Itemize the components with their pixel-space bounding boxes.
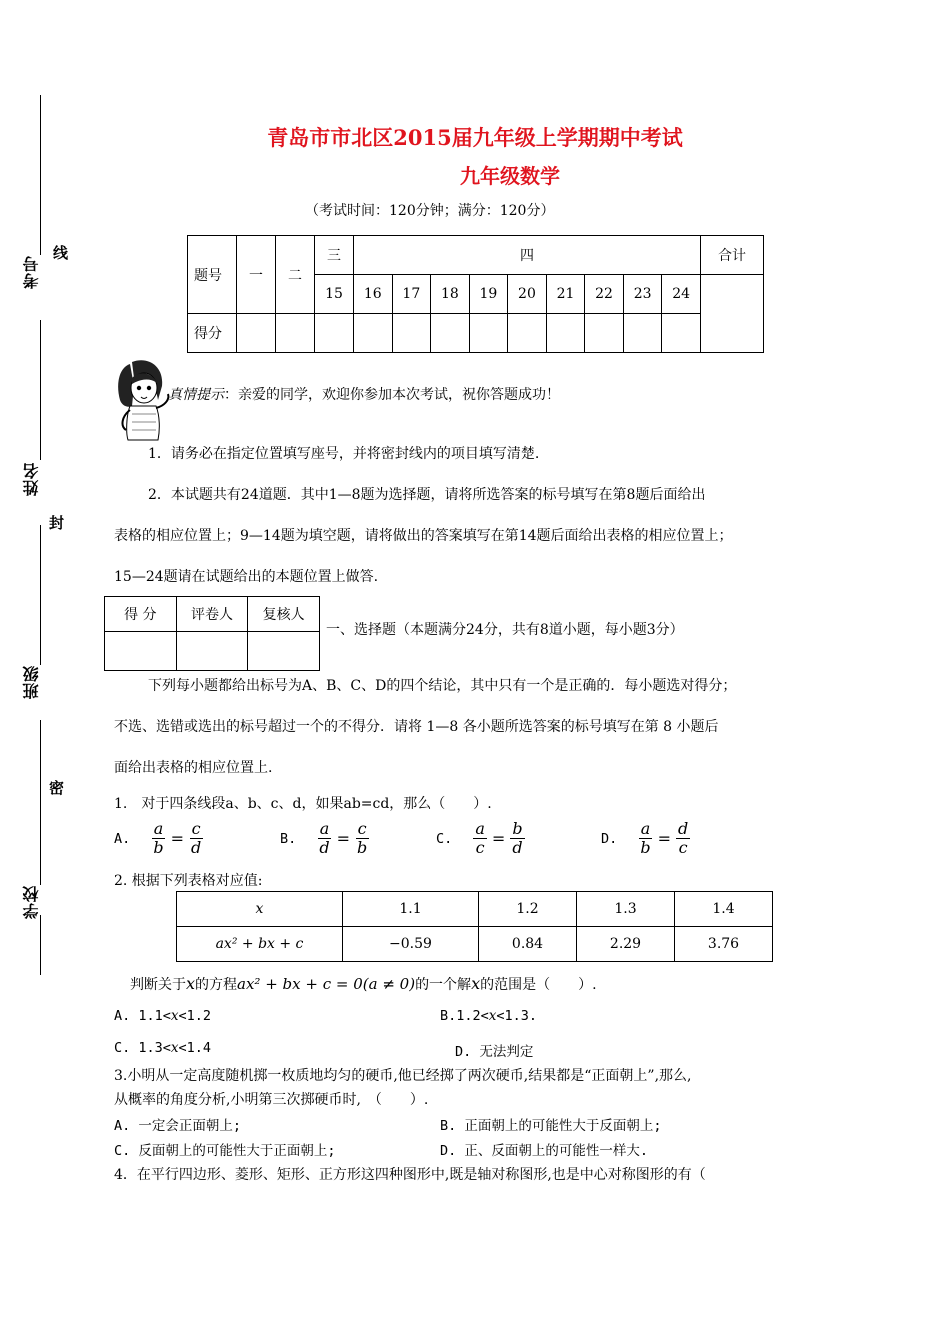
- tip-line: [168, 384, 560, 404]
- fraction: $\frac{a}{b}$: [640, 819, 651, 857]
- q2-expr-label: ax² + bx + c: [177, 927, 343, 962]
- q1-option-c-label: C.: [436, 830, 453, 847]
- grader-score-header: 得 分: [105, 597, 177, 632]
- margin-rule-3: [40, 525, 41, 665]
- q3-option-c[interactable]: C. 反面朝上的可能性大于正面朝上;: [114, 1143, 336, 1159]
- q2-stem: 2. 根据下列表格对应值:: [114, 873, 263, 889]
- instruction-1: 1．请务必在指定位置填写座号，并将密封线内的项目填写清楚.: [148, 446, 540, 462]
- score-table: [187, 235, 764, 353]
- score-num: 18: [431, 275, 470, 314]
- score-col-1: 一: [237, 236, 276, 314]
- fraction: $\frac{a}{b}$: [153, 819, 164, 857]
- q1-option-b-label: B.: [280, 830, 297, 847]
- grader-score-cell[interactable]: [105, 632, 177, 671]
- q2-option-c[interactable]: C. 1.3<x<1.4: [114, 1040, 212, 1056]
- tip-text: ：亲爱的同学，欢迎你参加本次考试，祝你答题成功！: [224, 387, 560, 403]
- fraction: $\frac{a}{d}$: [319, 819, 330, 857]
- margin-secret-mark: 密: [47, 780, 65, 795]
- q4-stem: 4．在平行四边形、菱形、矩形、正方形这四种图形中,既是轴对称图形,也是中心对称图形的有（: [114, 1167, 706, 1183]
- margin-rule-top: [40, 95, 41, 255]
- score-col-2: 二: [276, 236, 315, 314]
- fraction: $\frac{a}{c}$: [475, 819, 485, 857]
- grader-reviewer-cell[interactable]: [248, 632, 320, 671]
- score-num: 23: [623, 275, 662, 314]
- q1-option-c[interactable]: C. $\frac{a}{c}$ = $\frac{b}{d}$: [436, 819, 523, 857]
- score-col-4: 四: [354, 236, 701, 275]
- q2-judge: 判断关于x的方程ax² + bx + c = 0(a ≠ 0)的一个解x的范围是（ ）.: [130, 974, 597, 993]
- q2-option-b[interactable]: B.1.2<x<1.3.: [440, 1008, 538, 1024]
- q2-option-a[interactable]: A. 1.1<x<1.2: [114, 1008, 212, 1024]
- instruction-4: 15—24题请在试题给出的本题位置上做答.: [114, 569, 379, 585]
- q3-stem-1: 3.小明从一定高度随机掷一枚质地均匀的硬币,他已经掷了两次硬币,结果都是“正面朝上”,那么,: [114, 1068, 692, 1084]
- score-total-cell[interactable]: [701, 275, 764, 353]
- q2-y-value: 3.76: [675, 927, 773, 962]
- fraction: $\frac{b}{d}$: [512, 819, 523, 857]
- grader-name-header: 评卷人: [176, 597, 248, 632]
- fraction: $\frac{c}{d}$: [191, 819, 202, 857]
- grader-name-cell[interactable]: [176, 632, 248, 671]
- margin-class-label: 班级: [22, 665, 41, 699]
- q2-value-table: [176, 891, 773, 962]
- margin-rule-4: [40, 720, 41, 885]
- score-cell[interactable]: [623, 314, 662, 353]
- fraction: $\frac{d}{c}$: [678, 819, 689, 857]
- score-cell[interactable]: [469, 314, 508, 353]
- margin-rule-2: [40, 320, 41, 460]
- score-num: 19: [469, 275, 508, 314]
- instruction-2: 2．本试题共有24道题．其中1—8题为选择题，请将所选答案的标号填写在第8题后面给出: [148, 487, 706, 503]
- exam-subtitle: 九年级数学: [460, 164, 560, 188]
- score-cell[interactable]: [662, 314, 701, 353]
- margin-line-mark: 线: [51, 245, 69, 260]
- q1-stem: 1. 对于四条线段a、b、c、d，如果ab=cd，那么（ ）.: [114, 796, 492, 812]
- score-col-3: 三: [315, 236, 354, 275]
- q2-x-label: x: [177, 892, 343, 927]
- margin-school-label: 学校: [22, 885, 41, 919]
- q1-option-a[interactable]: A. $\frac{a}{b}$ = $\frac{c}{d}$: [114, 819, 202, 857]
- grader-table: [104, 596, 320, 671]
- q1-option-d[interactable]: D. $\frac{a}{b}$ = $\frac{d}{c}$: [601, 819, 689, 857]
- score-num: 22: [585, 275, 624, 314]
- q2-x-value: 1.4: [675, 892, 773, 927]
- q2-y-value: −0.59: [343, 927, 479, 962]
- section1-desc-2: 不选、选错或选出的标号超过一个的不得分．请将 1—8 各小题所选答案的标号填写在第 8 小题后: [114, 719, 719, 735]
- exam-title: 青岛市市北区2015届九年级上学期期中考试: [267, 125, 683, 150]
- q1-option-b[interactable]: B. $\frac{a}{d}$ = $\frac{c}{b}$: [280, 819, 368, 857]
- score-cell[interactable]: [431, 314, 470, 353]
- score-cell[interactable]: [354, 314, 393, 353]
- tip-label: 真情提示: [168, 387, 224, 403]
- q3-option-d[interactable]: D. 正、反面朝上的可能性一样大.: [440, 1143, 649, 1159]
- q2-x-value: 1.3: [577, 892, 675, 927]
- score-table-no-label: 题号: [188, 236, 237, 314]
- margin-name-label: 姓名: [22, 462, 41, 496]
- q2-y-value: 2.29: [577, 927, 675, 962]
- margin-exam-no-label: 考号: [22, 255, 41, 289]
- q3-option-b[interactable]: B. 正面朝上的可能性大于反面朝上;: [440, 1118, 662, 1134]
- section1-desc-3: 面给出表格的相应位置上.: [114, 760, 273, 776]
- score-num: 20: [508, 275, 547, 314]
- score-cell[interactable]: [276, 314, 315, 353]
- margin-seal-mark: 封: [47, 515, 65, 530]
- q3-option-a[interactable]: A. 一定会正面朝上;: [114, 1118, 242, 1134]
- instruction-3: 表格的相应位置上；9—14题为填空题，请将做出的答案填写在第14题后面给出表格的相应位置上；: [114, 528, 733, 544]
- score-num: 24: [662, 275, 701, 314]
- fraction: $\frac{c}{b}$: [357, 819, 368, 857]
- score-cell[interactable]: [392, 314, 431, 353]
- student-girl-illustration: [112, 356, 174, 442]
- score-num: 16: [354, 275, 393, 314]
- exam-info: （考试时间：120分钟；满分：120分）: [305, 203, 555, 219]
- score-cell[interactable]: [546, 314, 585, 353]
- score-cell[interactable]: [585, 314, 624, 353]
- margin-rule-bottom: [40, 915, 41, 975]
- score-cell[interactable]: [315, 314, 354, 353]
- section1-heading: 一、选择题（本题满分24分，共有8道小题，每小题3分）: [326, 622, 684, 638]
- score-col-total: 合计: [701, 236, 764, 275]
- section1-desc-1: 下列每小题都给出标号为A、B、C、D的四个结论，其中只有一个是正确的．每小题选对得分；: [148, 678, 737, 694]
- q2-x-value: 1.1: [343, 892, 479, 927]
- q2-option-d[interactable]: D. 无法判定: [455, 1044, 534, 1060]
- score-table-score-label: 得分: [188, 314, 237, 353]
- q3-stem-2: 从概率的角度分析,小明第三次掷硬币时, （ ）.: [114, 1092, 429, 1108]
- score-cell[interactable]: [237, 314, 276, 353]
- score-num: 21: [546, 275, 585, 314]
- score-num: 15: [315, 275, 354, 314]
- score-cell[interactable]: [508, 314, 547, 353]
- q2-x-value: 1.2: [479, 892, 577, 927]
- grader-reviewer-header: 复核人: [248, 597, 320, 632]
- q1-option-a-label: A.: [114, 830, 131, 847]
- q1-option-d-label: D.: [601, 830, 618, 847]
- score-num: 17: [392, 275, 431, 314]
- q2-y-value: 0.84: [479, 927, 577, 962]
